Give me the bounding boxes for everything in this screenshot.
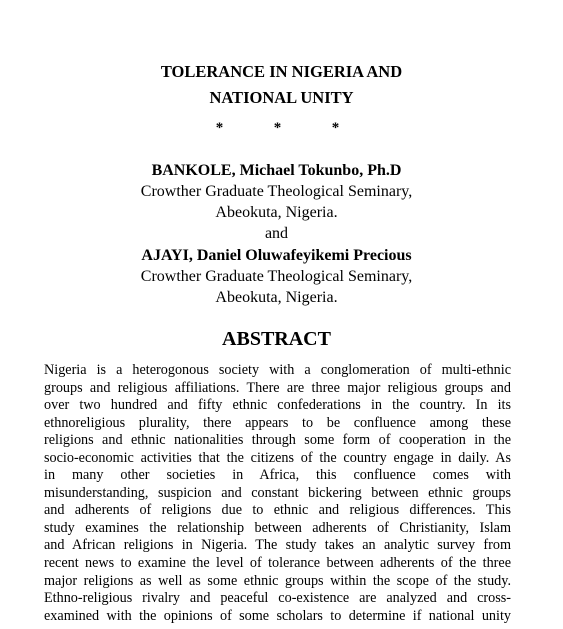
separator-star: * (215, 120, 224, 136)
abstract-line: religions and ethnic nationalities through some form of cooperation in the (44, 432, 511, 449)
author-conjunction: and (264, 225, 289, 242)
author-1-affiliation-line-2: Abeokuta, Nigeria. (215, 204, 338, 221)
section-separator (0, 120, 555, 137)
abstract-line: Nigeria is a heterogonous society with a conglomeration of multi-ethnic (44, 362, 511, 378)
author-1-affiliation-line-1: Crowther Graduate Theological Seminary, (140, 183, 413, 200)
abstract-line: over two hundred and fifty ethnic confederations in the country. In its (44, 397, 511, 414)
author-2-affiliation-line-1: Crowther Graduate Theological Seminary, (140, 268, 413, 285)
abstract-heading: ABSTRACT (222, 328, 331, 350)
abstract-line: socio-economic activities that the citizens of the country engage in daily. As (44, 449, 511, 466)
abstract-line: recent news to examine the level of tolerance between adherents of the three (44, 555, 511, 572)
abstract-line: and adherents of religions due to ethnic and religious differences. This (44, 502, 511, 519)
author-1-name: BANKOLE, Michael Tokunbo, Ph.D (151, 162, 402, 179)
abstract-line: Ethno-religious rivalry and peaceful co-existence are analyzed and cross- (44, 590, 511, 607)
abstract-line: study examines the relationship between adherents of Christianity, Islam (44, 519, 511, 536)
paper-title-line-2: NATIONAL UNITY (209, 88, 354, 107)
abstract-body (44, 362, 511, 625)
abstract-line: in many other societies in Africa, this confluence comes with (44, 467, 511, 484)
separator-star: * (273, 120, 282, 136)
abstract-line: ethnoreligious plurality, there appears to be confluence among these (44, 414, 511, 431)
abstract-line: examined with the opinions of some scholars to determine if national unity (44, 607, 511, 624)
abstract-line: misunderstanding, suspicion and constant bickering between ethnic groups (44, 484, 511, 501)
author-2-name: AJAYI, Daniel Oluwafeyikemi Precious (141, 247, 412, 264)
separator-star: * (331, 120, 340, 136)
abstract-line: and African religions in Nigeria. The study takes an analytic survey from (44, 537, 511, 554)
abstract-line: groups and religious affiliations. There are three major religious groups and (44, 379, 511, 396)
author-2-affiliation-line-2: Abeokuta, Nigeria. (215, 289, 338, 306)
paper-title-line-1: TOLERANCE IN NIGERIA AND (160, 62, 403, 81)
abstract-line: major religions as well as some ethnic groups within the scope of the study. (44, 572, 511, 589)
